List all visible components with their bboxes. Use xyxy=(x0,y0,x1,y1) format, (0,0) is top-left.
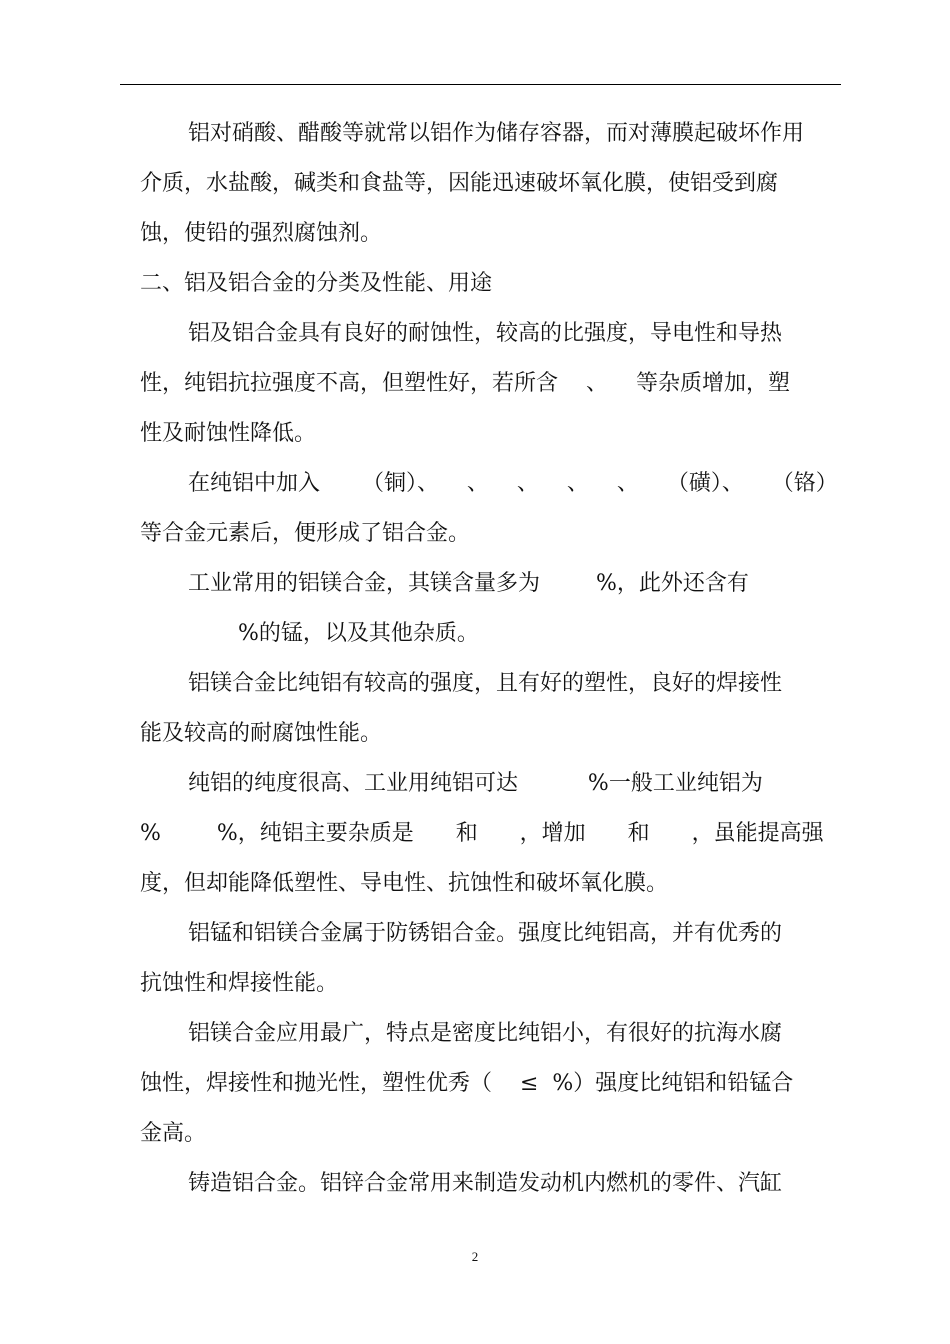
text-line: 铸造铝合金。铝锌合金常用来制造发动机内燃机的零件、汽缸 xyxy=(188,1171,783,1196)
section-heading: 二、铝及铝合金的分类及性能、用途 xyxy=(140,271,493,296)
text-line: 铝镁合金比纯铝有较高的强度，且有好的塑性，良好的焊接性 xyxy=(188,671,783,696)
text-line: 抗蚀性和焊接性能。 xyxy=(140,971,339,996)
text-line: 纯铝的纯度很高、工业用纯铝可达 %一般工业纯铝为 xyxy=(188,771,763,796)
text-line: 金高。 xyxy=(140,1121,207,1146)
text-line: 在纯铝中加入 （铜）、 、 、 、 、 （磺）、 （铬） xyxy=(188,471,838,496)
header-rule xyxy=(120,84,841,85)
text-line: 度，但却能降低塑性、导电性、抗蚀性和破坏氧化膜。 xyxy=(140,871,669,896)
text-line: 能及较高的耐腐蚀性能。 xyxy=(140,721,383,746)
text-line: 铝镁合金应用最广，特点是密度比纯铝小，有很好的抗海水腐 xyxy=(188,1021,783,1046)
text-line: 铝及铝合金具有良好的耐蚀性，较高的比强度，导电性和导热 xyxy=(188,321,783,346)
text-line: 铝对硝酸、醋酸等就常以铝作为储存容器，而对薄膜起破坏作用 xyxy=(188,121,805,146)
text-line: %的锰，以及其他杂质。 xyxy=(238,621,479,646)
text-line: 介质，水盐酸，碱类和食盐等，因能迅速破坏氧化膜，使铝受到腐 xyxy=(140,171,779,196)
text-line: 性，纯铝抗拉强度不高，但塑性好，若所含 、 等杂质增加，塑 xyxy=(140,371,790,396)
text-line: 蚀，使铅的强烈腐蚀剂。 xyxy=(140,221,383,246)
text-line: 等合金元素后，便形成了铝合金。 xyxy=(140,521,471,546)
text-line: 工业常用的铝镁合金，其镁含量多为 %，此外还含有 xyxy=(188,571,749,596)
text-line: % %，纯铝主要杂质是 和 ，增加 和 ，虽能提高强 xyxy=(140,821,824,846)
text-line: 蚀性，焊接性和抛光性，塑性优秀（ ≤ %）强度比纯铝和铅锰合 xyxy=(140,1071,794,1096)
page-number: 2 xyxy=(471,1249,479,1264)
text-line: 性及耐蚀性降低。 xyxy=(140,421,317,446)
text-line: 铝锰和铝镁合金属于防锈铝合金。强度比纯铝高，并有优秀的 xyxy=(188,921,783,946)
